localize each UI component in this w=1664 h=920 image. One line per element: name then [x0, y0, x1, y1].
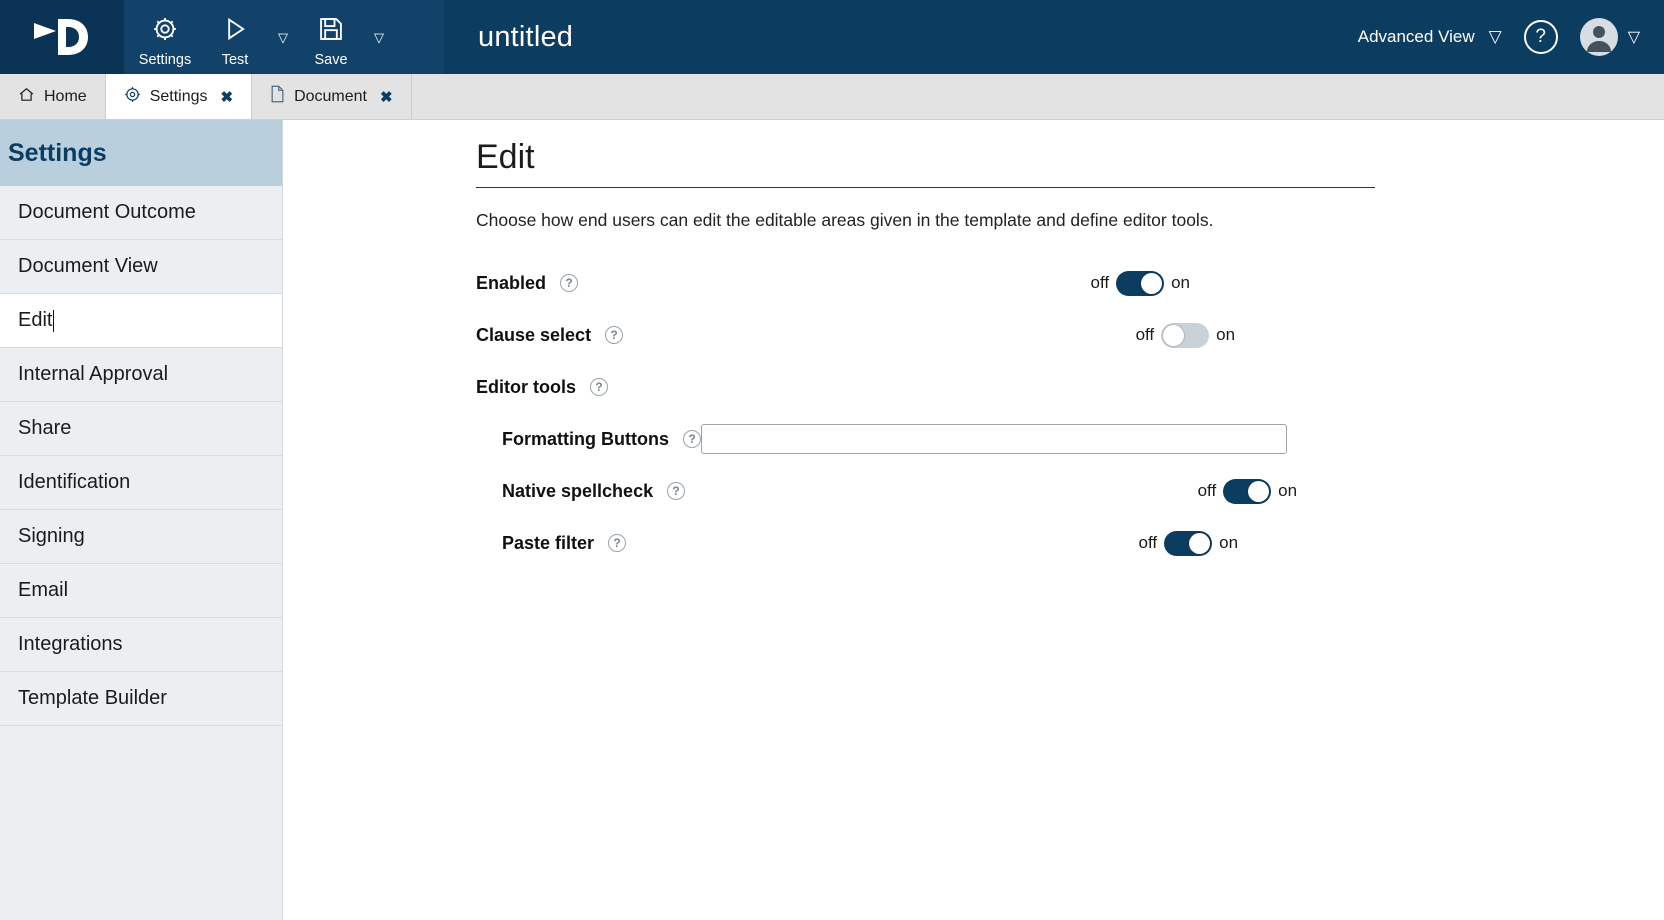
sidebar-item-label: Template Builder [18, 687, 167, 709]
toggle-knob [1189, 533, 1210, 554]
user-menu-caret-icon: ▽ [1627, 29, 1640, 46]
tab-document[interactable] [252, 74, 412, 119]
sidebar-item-label: Identification [18, 471, 131, 493]
gear-icon [124, 86, 141, 108]
setting-control-paste-filter-wrap [626, 531, 1238, 556]
setting-label-paste-filter: Paste filter [502, 532, 595, 553]
toggle-knob [1248, 481, 1269, 502]
setting-label-editor-tools-wrap [476, 377, 608, 398]
sidebar-item-label: Email [18, 579, 69, 601]
setting-control-enabled [1091, 271, 1191, 296]
off-label: off [1135, 325, 1155, 344]
setting-row-enabled [476, 261, 1664, 305]
top-bar [0, 0, 1664, 74]
setting-row-paste-filter [476, 521, 1664, 565]
setting-label-enabled-wrap [476, 273, 578, 294]
app-logo[interactable] [0, 0, 124, 74]
help-icon[interactable] [1524, 20, 1558, 54]
sidebar-item-email[interactable] [0, 564, 282, 618]
page-title: Edit [476, 138, 1375, 188]
tab-home[interactable] [0, 74, 106, 119]
sidebar-item-label: Integrations [18, 633, 123, 655]
page-description: Choose how end users can edit the editable areas given in the template and define editor tools. [476, 210, 1214, 230]
setting-control-native-spellcheck-wrap [685, 479, 1297, 504]
setting-control-clause-select-wrap [623, 323, 1235, 348]
on-label: on [1278, 481, 1298, 500]
setting-label-formatting-buttons: Formatting Buttons [502, 428, 669, 449]
setting-row-formatting-buttons [476, 417, 1664, 461]
document-title: untitled [478, 20, 574, 53]
help-icon[interactable]: ? [560, 274, 578, 292]
setting-label-paste-filter-wrap [476, 533, 626, 554]
setting-label-clause-select-wrap [476, 325, 623, 346]
avatar [1580, 18, 1618, 56]
off-label: off [1090, 273, 1110, 292]
file-icon [270, 85, 285, 108]
sidebar-item-label: Edit [18, 309, 53, 331]
toolbar-settings-label: Settings [138, 51, 192, 68]
setting-control-clause-select [1136, 323, 1236, 348]
tab-home-label: Home [44, 87, 87, 105]
toggle-native-spellcheck[interactable] [1223, 479, 1271, 504]
text-cursor [53, 310, 54, 332]
user-menu[interactable] [1580, 18, 1640, 56]
off-label: off [1138, 533, 1158, 552]
sidebar-item-label: Signing [18, 525, 85, 547]
toggle-clause-select[interactable] [1161, 323, 1209, 348]
tab-settings-label: Settings [149, 87, 208, 105]
tab-document-close-icon[interactable]: ✖ [380, 88, 393, 106]
sidebar-item-document-view[interactable] [0, 240, 282, 294]
sidebar-item-identification[interactable] [0, 456, 282, 510]
help-icon[interactable]: ? [590, 378, 608, 396]
sidebar-item-integrations[interactable] [0, 618, 282, 672]
setting-control-native-spellcheck [1198, 479, 1298, 504]
main-body [0, 120, 1664, 920]
toolbar-test-caret-icon[interactable]: ▽ [278, 30, 288, 45]
on-label: on [1171, 273, 1191, 292]
sidebar-item-share[interactable] [0, 402, 282, 456]
toggle-knob [1141, 273, 1162, 294]
sidebar-item-label: Internal Approval [18, 363, 169, 385]
gear-icon [151, 15, 179, 48]
tab-document-label: Document [294, 87, 367, 105]
help-icon[interactable]: ? [667, 482, 685, 500]
help-icon[interactable]: ? [605, 326, 623, 344]
toolbar-test-label: Test [221, 51, 249, 68]
help-icon[interactable]: ? [683, 430, 701, 448]
settings-sidebar [0, 120, 283, 920]
setting-control-paste-filter [1139, 531, 1239, 556]
setting-row-clause-select [476, 313, 1664, 357]
home-icon [18, 86, 35, 108]
tab-strip [0, 74, 1664, 120]
sidebar-item-signing[interactable] [0, 510, 282, 564]
floppy-disk-icon [317, 15, 345, 48]
toolbar-save-button[interactable] [296, 0, 366, 74]
setting-label-native-spellcheck: Native spellcheck [502, 480, 654, 501]
off-label: off [1197, 481, 1217, 500]
setting-label-native-spellcheck-wrap [476, 481, 685, 502]
on-label: on [1219, 533, 1239, 552]
toolbar-test-button[interactable] [200, 0, 270, 74]
toolbar-group [124, 0, 444, 74]
setting-label-editor-tools: Editor tools [476, 376, 576, 397]
toggle-enabled[interactable] [1116, 271, 1164, 296]
setting-control-enabled-wrap [578, 271, 1190, 296]
sidebar-filler [0, 726, 282, 920]
tab-settings[interactable] [106, 74, 252, 119]
chevron-down-icon: ▽ [1488, 27, 1502, 46]
setting-row-editor-tools [476, 365, 1664, 409]
on-label: on [1216, 325, 1236, 344]
settings-content [283, 120, 1664, 920]
setting-row-native-spellcheck [476, 469, 1664, 513]
setting-label-enabled: Enabled [476, 272, 547, 293]
sidebar-item-edit[interactable] [0, 294, 282, 348]
tab-settings-close-icon[interactable]: ✖ [220, 88, 234, 106]
sidebar-item-label: Share [18, 417, 72, 439]
setting-control-formatting-buttons-wrap [701, 424, 1313, 454]
sidebar-item-document-outcome[interactable] [0, 186, 282, 240]
sidebar-item-internal-approval[interactable] [0, 348, 282, 402]
toggle-paste-filter[interactable] [1164, 531, 1212, 556]
help-icon[interactable]: ? [608, 534, 626, 552]
setting-label-clause-select: Clause select [476, 324, 592, 345]
sidebar-item-template-builder[interactable] [0, 672, 282, 726]
sidebar-item-label: Document View [18, 255, 158, 277]
toolbar-save-caret-icon[interactable]: ▽ [374, 30, 384, 45]
sidebar-title: Settings [0, 120, 282, 186]
play-icon [221, 15, 249, 48]
help-glyph: ? [1535, 26, 1546, 47]
toolbar-settings-button[interactable] [130, 0, 200, 74]
toggle-knob [1163, 325, 1184, 346]
sidebar-item-label: Document Outcome [18, 201, 196, 223]
advanced-view-menu[interactable] [1358, 27, 1502, 47]
toolbar-save-label: Save [314, 51, 348, 68]
top-bar-right [1358, 0, 1664, 74]
formatting-buttons-input[interactable] [701, 424, 1287, 454]
d-logo-icon [30, 13, 94, 61]
advanced-view-label: Advanced View [1357, 27, 1475, 46]
setting-label-formatting-buttons-wrap [476, 429, 701, 450]
